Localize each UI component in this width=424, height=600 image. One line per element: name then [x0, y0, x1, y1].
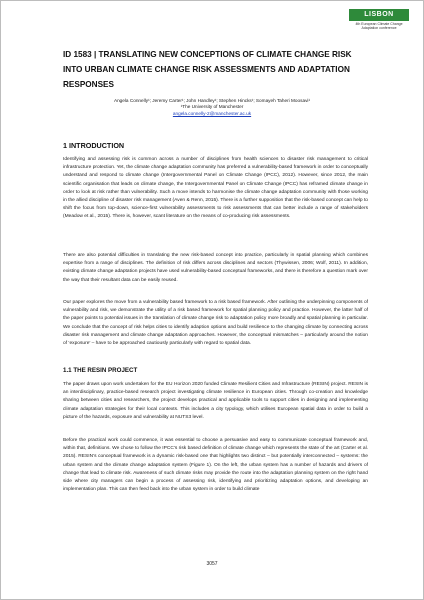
author-list: Angela Connelly¹; Jeremy Carter¹; John Handley¹; Stephen Hincks¹; Somayeh Taheri Moosavi¹: [113, 98, 311, 103]
section-heading-resin-project: 1.1 THE RESIN PROJECT: [63, 367, 138, 374]
paper-title: ID 1583 | TRANSLATING NEW CONCEPTIONS OF CLIMATE CHANGE RISK INTO URBAN CLIMATE CHANGE RISK ASSESSMENTS AND ADAPTATION RESPONSES: [63, 50, 352, 89]
paragraph-intro-1: Identifying and assessing risk is common across a number of disciplines from health sciences to disaster risk management to critical infrastructure protection. Yet, the climate change adaptation community has preferred a vulnerability-based framework in order to conceptually understand and respond to climate change (Intergovernmental Panel on Climate Change (IPCC), 2012). However, since 2012, the main scientific organisation that leads on climate change, the Intergovernmental Panel on Climate Change (IPCC) has reframed climate change in order to look at risk rather than vulnerability. Such a move intends to harmonise the climate change adaptation community with those working in the allied discipline of disaster risk management (Aven & Renn, 2015). There is a further supposition that the risk-based concept can help to shift the focus from top-down, science-first vulnerability assessments to risk assessments that can better include a range of stakeholders (Meadow et al., 2015). There is, however, scant literature on the means of co-producing risk assessments.: [63, 157, 368, 220]
section-heading-introduction: 1 INTRODUCTION: [63, 141, 125, 150]
paragraph-intro-2: There are also potential difficulties in translating the new risk-based concept into practice, particularly in spatial planning which combines expertise from a range of disciplines. The definition of risk differs across disciplines and sectors (Thywissen, 2006; Wolf, 2011). In addition, existing climate change adaptation projects have used vulnerability-based conceptual frameworks, and there is therefore a question mark over the way that their resultant data can be easily reused.: [63, 253, 368, 283]
logo-subtitle: 4th European Climate Change Adaptation conference: [355, 22, 403, 30]
page-number: 3057: [206, 561, 218, 567]
author-email-link[interactable]: angela.connelly-2@manchester.ac.uk: [172, 111, 252, 116]
paragraph-intro-3: Our paper explores the move from a vulnerability based framework to a risk based framework. After outlining the underpinning components of vulnerability and risk, we demonstrate the utility of a risk based framework for spatial planning policy and practice. However, the latter half of the paper points to potential issues in the translation of climate change risk to adaptation policy more broadly and spatial planning in particular. We conclude that the concept of risk helps cities to identify adaption options and build resilience to the changing climate by connecting across disaster risk management and climate change adaptation approaches. However, the conceptual mismatches – particularly around the notion of ‘exposure’ – have to be approached cautiously particularly with regard to spatial data.: [63, 300, 368, 347]
paragraph-resin-2: Before the practical work could commence, it was essential to choose a persuasive and easy to communicate conceptual framework and, within that, definitions. We chose to follow the IPCC’s risk based definition of climate change which represents the state of the art (Carter et al. 2015). RESIN’s conceptual framework is a dynamic risk-based one that highlights two distinct – but potentially interconnected – systems: the urban system and the climate change adaptation system (Figure 1). On the left, the urban system has a number of hazards and drivers of change that lead to climate risk. Awareness of such climate risks may provide the route into the adaptation planning system on the right hand side where city managers can begin a process of assessing risk, identifying and prioritizing adaptation options, and developing an implementation plan. This can then feed back into the urban system in order to build climate: [63, 438, 368, 493]
author-affiliation: ¹The University of Manchester: [180, 104, 244, 109]
paragraph-resin-1: The paper draws upon work undertaken for the EU Horizon 2020 funded Climate Resilient Cities and Infrastructure (RESIN) project. RESIN is an interdisciplinary, practice-based research project investigating climate resilience in European cities. Through co-creation and knowledge sharing between cities and researchers, the project develops practical and applicable tools to support cities in designing and implementing climate adaptation strategies for their local contexts. This includes a city typology, which utilises European spatial data in order to build a picture of the hazards, exposure and vulnerability at NUTS3 level.: [63, 382, 368, 420]
logo-badge: LISBON: [349, 9, 409, 21]
conference-logo: [349, 9, 409, 33]
